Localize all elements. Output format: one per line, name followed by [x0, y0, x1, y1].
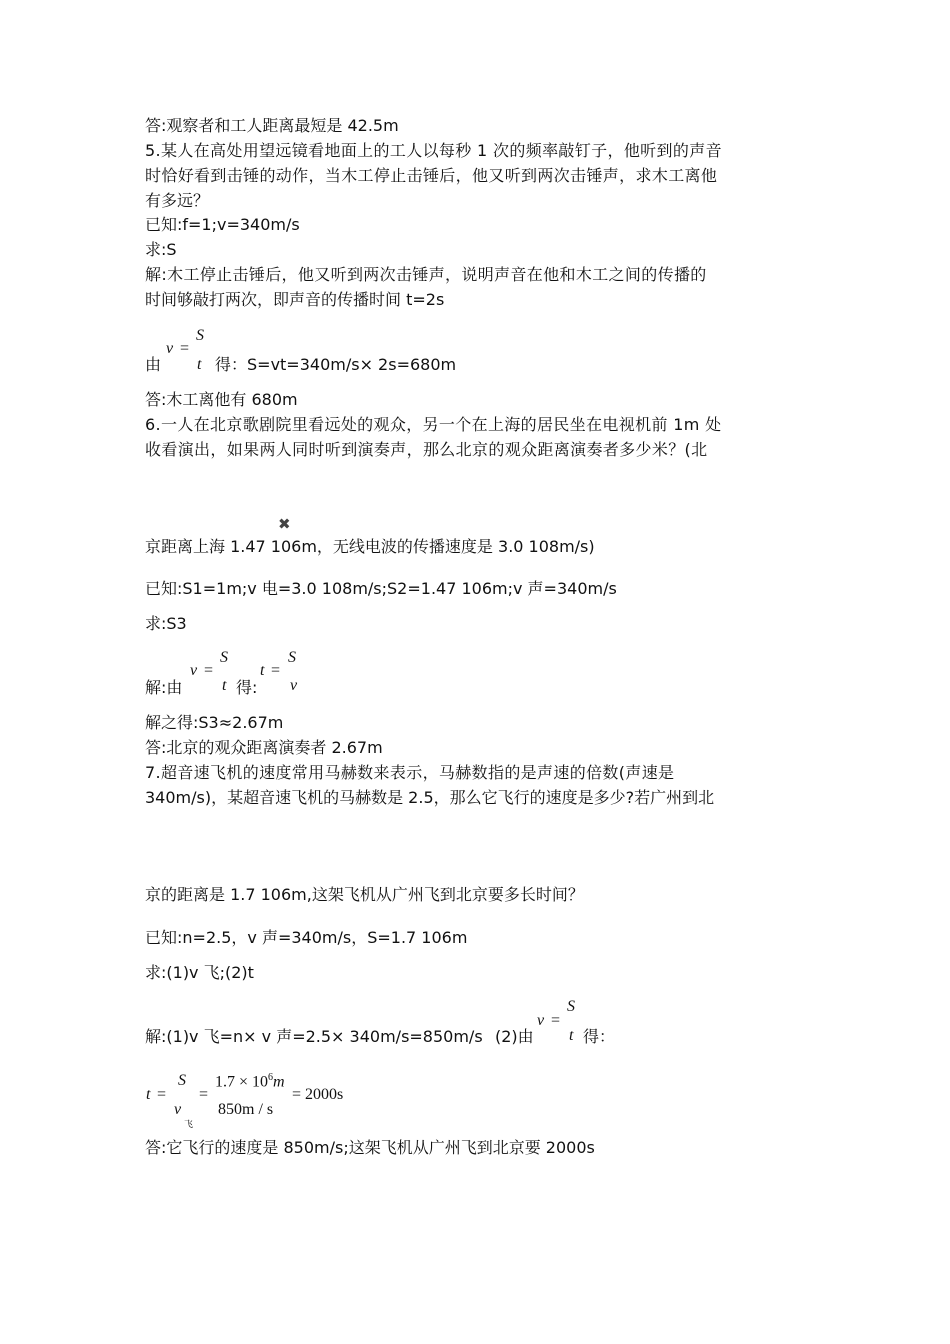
- answer-line: 答:它飞行的速度是 850m/s;这架飞机从广州飞到北京要 2000s: [145, 1138, 595, 1157]
- broken-image-icon: ✖: [278, 515, 291, 533]
- text-line: (2)由: [495, 1027, 534, 1046]
- formula-t: t: [260, 662, 265, 679]
- calculation-line: 得：S=vt=340m/s× 2s=680m: [215, 355, 457, 374]
- find-line: 求:(1)v 飞;(2)t: [145, 963, 254, 982]
- formula-denominator: v: [290, 677, 298, 694]
- formula-denominator: v: [174, 1101, 182, 1118]
- formula-t: t: [146, 1086, 151, 1103]
- formula-v: v: [537, 1012, 545, 1029]
- text-line: 有多远？: [145, 191, 210, 210]
- formula-denominator: t: [222, 677, 227, 694]
- text-line: 由: [145, 355, 162, 374]
- find-line: 求:S: [145, 240, 177, 259]
- find-line: 求:S3: [145, 614, 187, 633]
- formula-v: v: [166, 340, 174, 357]
- formula-subscript: 飞: [184, 1119, 194, 1129]
- text-line: 京距离上海 1.47 106m，无线电波的传播速度是 3.0 108m/s): [145, 537, 595, 556]
- text-line: 解:由: [145, 678, 183, 697]
- result-line: 解之得:S3≈2.67m: [145, 713, 284, 732]
- formula-v: v: [190, 662, 198, 679]
- formula-numerator: S: [178, 1072, 186, 1089]
- text-line: 时恰好看到击锤的动作，当木工停止击锤后，他又听到两次击锤声，求木工离他: [145, 166, 718, 185]
- question-6-text: 6.一人在北京歌剧院里看远处的观众，另一个在上海的居民坐在电视机前 1m 处: [145, 415, 722, 434]
- question-7-text: 7.超音速飞机的速度常用马赫数来表示，马赫数指的是声速的倍数(声速是: [145, 763, 675, 782]
- given-line: 已知:n=2.5，v 声=340m/s，S=1.7 106m: [145, 928, 468, 947]
- question-5-text: 5.某人在高处用望远镜看地面上的工人以每秒 1 次的频率敲钉子，他听到的声音: [145, 141, 722, 160]
- text-line: 得：: [583, 1027, 616, 1046]
- given-line: 已知:f=1;v=340m/s: [145, 215, 300, 234]
- formula-eq: =: [180, 340, 190, 357]
- formula-numerator: $1.7 \times 10^6m$: [215, 1072, 285, 1091]
- text-line: 答:观察者和工人距离最短是 42.5m: [145, 116, 399, 135]
- text-line: 京的距离是 1.7 106m,这架飞机从广州飞到北京要多长时间？: [145, 885, 584, 904]
- text-line: 得:: [236, 678, 258, 697]
- solution-line: 解:木工停止击锤后，他又听到两次击锤声，说明声音在他和木工之间的传播的: [145, 265, 707, 284]
- formula-denominator: t: [569, 1027, 574, 1044]
- formula-numerator: S: [220, 649, 228, 666]
- given-line: 已知:S1=1m;v 电=3.0 108m/s;S2=1.47 106m;v 声=340m/s: [145, 579, 617, 598]
- formula-numerator: S: [196, 327, 204, 344]
- formula-eq: =: [271, 662, 281, 679]
- formula-denominator: 850m / s: [218, 1101, 274, 1118]
- formula-eq: =: [204, 662, 214, 679]
- answer-line: 答:木工离他有 680m: [145, 390, 298, 409]
- formula-denominator: t: [197, 356, 202, 373]
- formula-eq: =: [199, 1086, 209, 1103]
- formula-result: = 2000s: [292, 1086, 344, 1103]
- text-line: 收看演出，如果两人同时听到演奏声，那么北京的观众距离演奏者多少米？(北: [145, 440, 708, 459]
- formula-numerator: S: [567, 998, 575, 1015]
- formula-eq: =: [157, 1086, 167, 1103]
- formula-numerator: S: [288, 649, 296, 666]
- text-line: 时间够敲打两次，即声音的传播时间 t=2s: [145, 290, 445, 309]
- text-line: 340m/s)，某超音速飞机的马赫数是 2.5，那么它飞行的速度是多少?若广州到北: [145, 788, 715, 807]
- solution-line: 解:(1)v 飞=n× v 声=2.5× 340m/s=850m/s: [145, 1027, 483, 1046]
- formula-eq: =: [551, 1012, 561, 1029]
- answer-line: 答:北京的观众距离演奏者 2.67m: [145, 738, 383, 757]
